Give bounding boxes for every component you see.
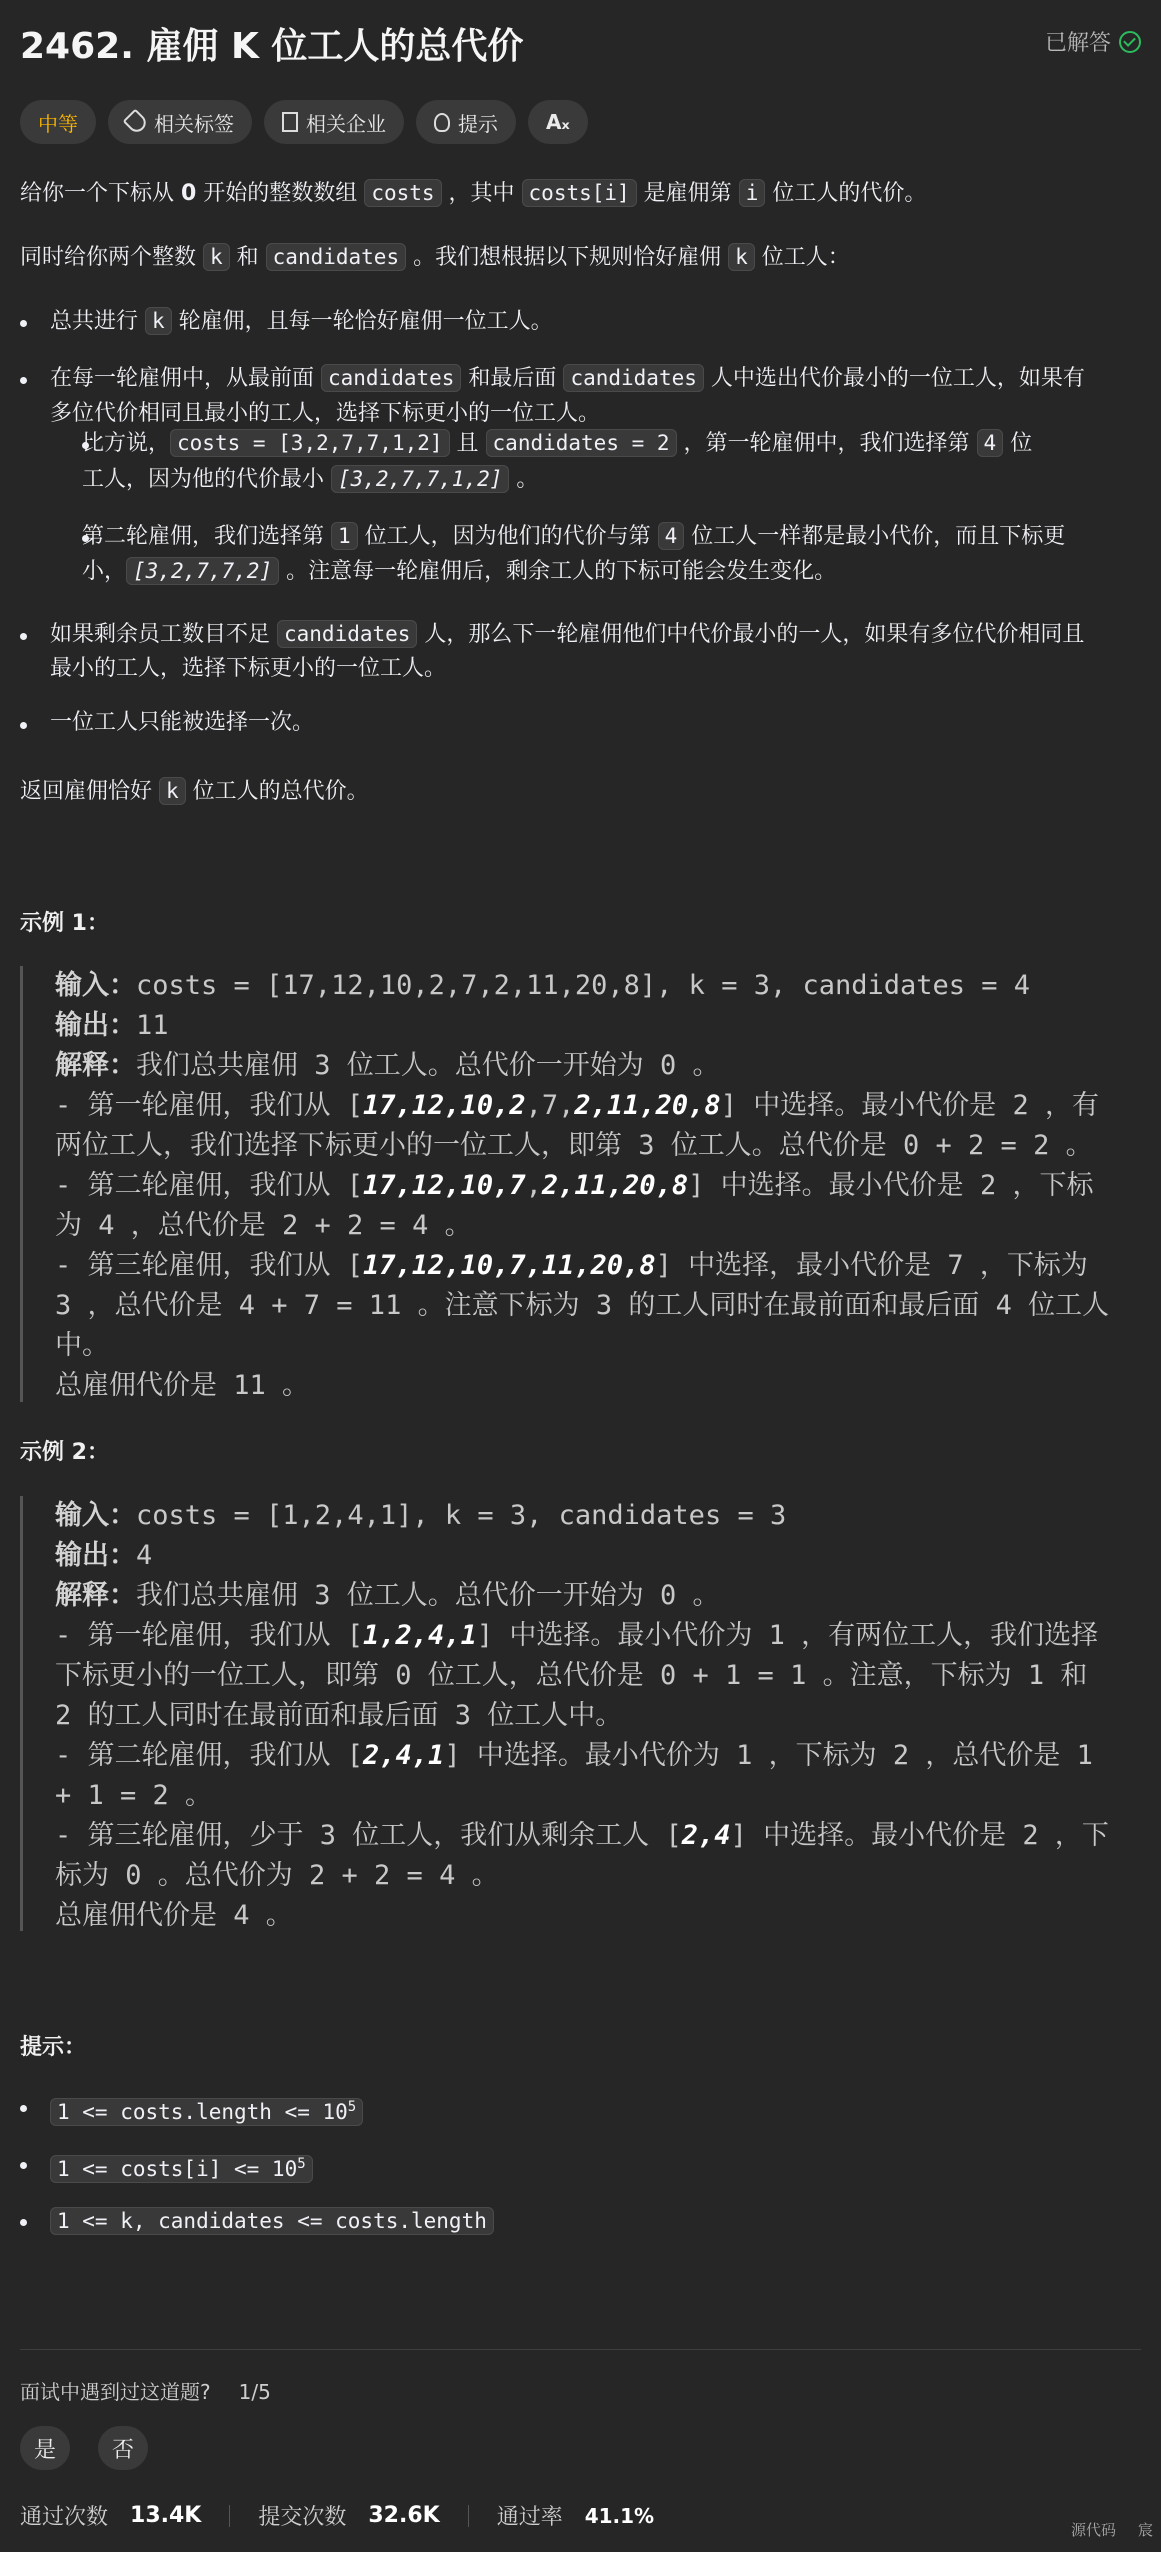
stats-separator (229, 2505, 230, 2527)
yes-button[interactable]: 是 (20, 2426, 70, 2470)
tag-icon (123, 109, 150, 136)
description-paragraph-1: 给你一个下标从 0 开始的整数数组 costs ，其中 costs[i] 是雇佣第 i 位工人的代价。 (20, 181, 927, 206)
rule-example-1: 比方说， costs = [3,2,7,7,1,2] 且 candidates = 2 ，第一轮雇佣中，我们选择第 4 位 (82, 431, 1033, 456)
code-costs: costs (364, 179, 441, 207)
translate-icon: Aₓ (546, 110, 570, 134)
stats-separator (468, 2505, 469, 2527)
rule-item-2-line-2: 多位代价相同且最小的工人，选择下标更小的一位工人。 (50, 401, 601, 426)
bullet-dot (20, 377, 27, 384)
tag-bar (20, 100, 588, 144)
page-title: 2462. 雇佣 K 位工人的总代价 (20, 26, 524, 67)
companies-label: 相关企业 (306, 111, 386, 136)
rule-example-1-line-2: 工人，因为他的代价最小 [3,2,7,7,1,2] 。 (82, 467, 539, 492)
accepted-count: 13.4K (130, 2503, 202, 2528)
constraint-1: 1 <= costs.length <= $10^5$ (50, 2090, 363, 2130)
bullet-dot (20, 2105, 27, 2112)
constraint-2: 1 <= costs[i] <= $10^5$ (50, 2147, 313, 2187)
topics-label: 相关标签 (154, 111, 234, 136)
submission-count: 32.6K (368, 2503, 440, 2528)
rule-item-2: 在每一轮雇佣中，从最前面 candidates 和最后面 candidates 人中选出代价最小的一位工人，如果有 (50, 366, 1085, 391)
bullet-dot (20, 722, 27, 729)
bullet-dot (20, 633, 27, 640)
footer-links (1071, 2519, 1153, 2540)
bullet-dot (20, 2219, 27, 2226)
lightbulb-icon (434, 113, 450, 132)
rule-item-4: 一位工人只能被选择一次。 (50, 710, 315, 735)
example-2-heading: 示例 2： (20, 1440, 109, 1465)
topics-button[interactable] (108, 100, 252, 144)
rule-item-1: 总共进行 k 轮雇佣，且每一轮恰好雇佣一位工人。 (50, 309, 553, 334)
example-1-block: 输入：costs = [17,12,10,2,7,2,11,20,8], k = 3, candidates = 4 输出：11 解释：我们总共雇佣 3 位工人。总代价一开始为 0 。 - 第一轮雇佣，我们从 [17,12,10,2,7,2,11,20,8] 中选择。最小代价是 2 ，有 两位工人，我们选择下标更小的一位工人，即第 3 位工人。总代价是 0 + 2 = 2 。 - 第二轮雇佣，我们从 [17,12,10,7,2,11,20,8] 中选择。最小代价是 2 ，下标 为 4 ，总代价是 2 + 2 = 4 。 - 第三轮雇佣，我们从 [17,12,10,7,11,20,8] 中选择，最小代价是 7 ，下标为 3 ，总代价是 4 + 7 = 11 。注意下标为 3 的工人同时在最前面和最后面 4 位工人 中。 总雇佣代价是 11 。 (20, 966, 1145, 1402)
divider (20, 2349, 1141, 2350)
constraint-3: 1 <= k, candidates <= costs.length (50, 2204, 494, 2239)
rule-item-3: 如果剩余员工数目不足 candidates 人，那么下一轮雇佣他们中代价最小的一人，如果有多位代价相同且 (50, 622, 1085, 647)
interview-count: 1/5 (238, 2380, 271, 2404)
check-circle-icon (1119, 31, 1141, 53)
bullet-dot (20, 2162, 27, 2169)
hint-button[interactable] (416, 100, 516, 144)
source-link[interactable]: 源代码 (1070, 2521, 1116, 2539)
submission-stats: 通过次数 13.4K 提交次数 32.6K 通过率 41.1% (20, 2503, 655, 2530)
bullet-dot (20, 320, 27, 327)
constraints-heading: 提示： (20, 2035, 87, 2060)
example-2-block: 输入：costs = [1,2,4,1], k = 3, candidates = 3 输出：4 解释：我们总共雇佣 3 位工人。总代价一开始为 0 。 - 第一轮雇佣，我们从 [1,2,4,1] 中选择。最小代价为 1 ，有两位工人，我们选择 下标更小的一位工人，即第 0 位工人，总代价是 0 + 1 = 1 。注意，下标为 1 和 2 的工人同时在最前面和最后面 3 位工人中。 - 第二轮雇佣，我们从 [2,4,1] 中选择。最小代价为 1 ，下标为 2 ，总代价是 1 + 1 = 2 。 - 第三轮雇佣，少于 3 位工人，我们从剩余工人 [2,4] 中选择。最小代价是 2 ，下 标为 0 。总代价为 2 + 2 = 4 。 总雇佣代价是 4 。 (20, 1496, 1145, 1931)
interview-question: 面试中遇到过这道题? 1/5 (20, 2380, 271, 2404)
acceptance-rate: 41.1% (584, 2503, 655, 2528)
example-1-heading: 示例 1： (20, 911, 109, 936)
solved-status (1045, 26, 1141, 57)
rule-example-2: 第二轮雇佣，我们选择第 1 位工人，因为他们的代价与第 4 位工人一样都是最小代价，而且下标更 (82, 524, 1066, 549)
rule-example-2-line-2: 小， [3,2,7,7,2] 。注意每一轮雇佣后，剩余工人的下标可能会发生变化。 (82, 559, 837, 584)
companies-button[interactable] (264, 100, 404, 144)
footer-extra: 宸 (1137, 2521, 1153, 2539)
building-icon (282, 112, 298, 132)
no-button[interactable]: 否 (98, 2426, 148, 2470)
solved-label: 已解答 (1044, 31, 1111, 56)
difficulty-badge (20, 100, 96, 144)
description-return: 返回雇佣恰好 k 位工人的总代价。 (20, 779, 369, 804)
hint-label: 提示 (458, 111, 498, 136)
description-paragraph-2: 同时给你两个整数 k 和 candidates 。我们想根据以下规则恰好雇佣 k 位工人： (20, 245, 850, 270)
translate-button[interactable] (528, 100, 588, 144)
difficulty-label: 中等 (38, 111, 78, 136)
rule-item-3-line-2: 最小的工人，选择下标更小的一位工人。 (50, 656, 447, 681)
